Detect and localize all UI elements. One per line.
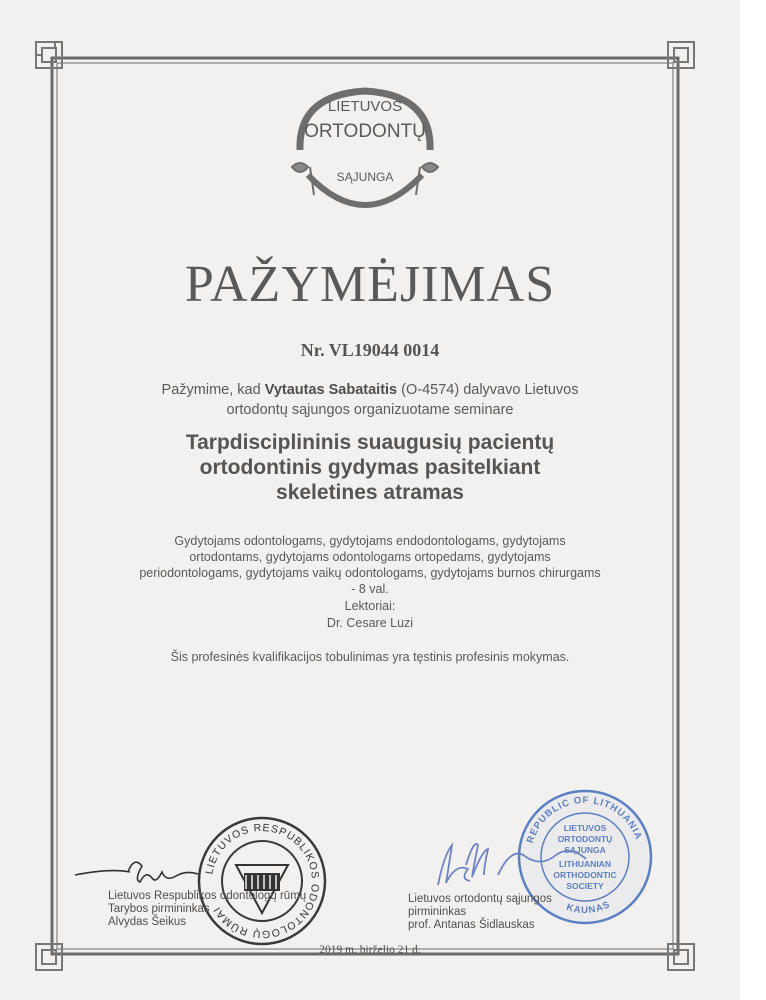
intro-before: Pažymime, kad: [161, 382, 265, 398]
right-seal-inner-1: LIETUVOS: [563, 823, 607, 833]
logo-text-line3: SĄJUNGA: [336, 170, 394, 184]
training-note: Šis profesinės kvalifikacijos tobulinimas yra tęstinis profesinis mokymas.: [170, 650, 570, 664]
intro-text: [70, 380, 670, 420]
audience-line2: ortodontams, gydytojams odontologams ortopedams, gydytojams: [189, 550, 551, 564]
logo-text-line1: LIETUVOS: [327, 98, 403, 115]
intro-line1: [70, 380, 670, 400]
issue-date: 2019 m. birželio 21 d.: [319, 944, 421, 956]
corner-ornament-bottom-right: [668, 944, 694, 970]
right-seal-ring-bottom: KAUNAS: [564, 898, 613, 917]
society-logo: [280, 75, 450, 225]
right-signatory-org: Lietuvos ortodontų sąjungos: [408, 893, 552, 905]
participant-name: Vytautas Sabataitis: [264, 382, 398, 398]
left-seal-ring-text: LIETUVOS RESPUBLIKOS ODONTOLOGŲ RŪMAI: [203, 821, 322, 941]
lecturer-name: Dr. Cesare Luzi: [326, 616, 414, 630]
target-audience: [100, 533, 640, 597]
right-signatory-role: pirmininkas: [408, 906, 467, 918]
right-seal-inner-2: ORTODONTŲ: [557, 834, 613, 844]
left-signatory-name: Alvydas Šeikus: [108, 916, 186, 928]
course-title: [70, 430, 670, 505]
left-signature: [70, 850, 210, 895]
course-title-line1: Tarpdisciplininis suaugusių pacientų: [185, 431, 555, 454]
logo-text-line2: ORTODONTŲ: [304, 121, 426, 142]
corner-ornament-top-left: [36, 42, 62, 68]
left-signatory-org: Lietuvos Respublikos odontologų rūmų: [108, 890, 307, 902]
right-signatory-name: prof. Antanas Šidlauskas: [408, 919, 535, 931]
audience-line1: Gydytojams odontologams, gydytojams endodontologams, gydytojams: [174, 534, 566, 548]
audience-line4: - 8 val.: [351, 582, 389, 596]
lecturers-heading: Lektoriai:: [344, 599, 396, 613]
right-seal-inner-5: ORTHODONTIC: [553, 870, 617, 880]
right-seal-inner-4: LITHUANIAN: [559, 859, 611, 869]
left-signatory-role: Tarybos pirmininkas: [108, 903, 210, 915]
corner-ornament-bottom-left: [36, 944, 62, 970]
course-title-line2: ortodontinis gydymas pasitelkiant: [199, 456, 541, 479]
audience-line3: periodontologams, gydytojams vaikų odontologams, gydytojams burnos chirurgams: [139, 566, 601, 580]
course-title-line3: skeletines atramas: [276, 481, 464, 504]
corner-ornament-top-right: [668, 42, 694, 68]
right-seal-inner-3: SĄJUNGA: [564, 845, 606, 855]
intro-after: (O-4574) dalyvavo Lietuvos: [397, 382, 579, 398]
certificate-number: Nr. VL19044 0014: [300, 340, 440, 360]
document-title: PAŽYMĖJIMAS: [184, 256, 556, 313]
left-signatory: [108, 890, 348, 929]
right-seal-ring-top: REPUBLIC OF LITHUANIA: [524, 794, 645, 845]
right-signatory: [408, 893, 648, 932]
intro-line2: ortodontų sąjungos organizuotame seminare: [226, 402, 514, 418]
right-seal-inner-6: SOCIETY: [566, 881, 604, 891]
